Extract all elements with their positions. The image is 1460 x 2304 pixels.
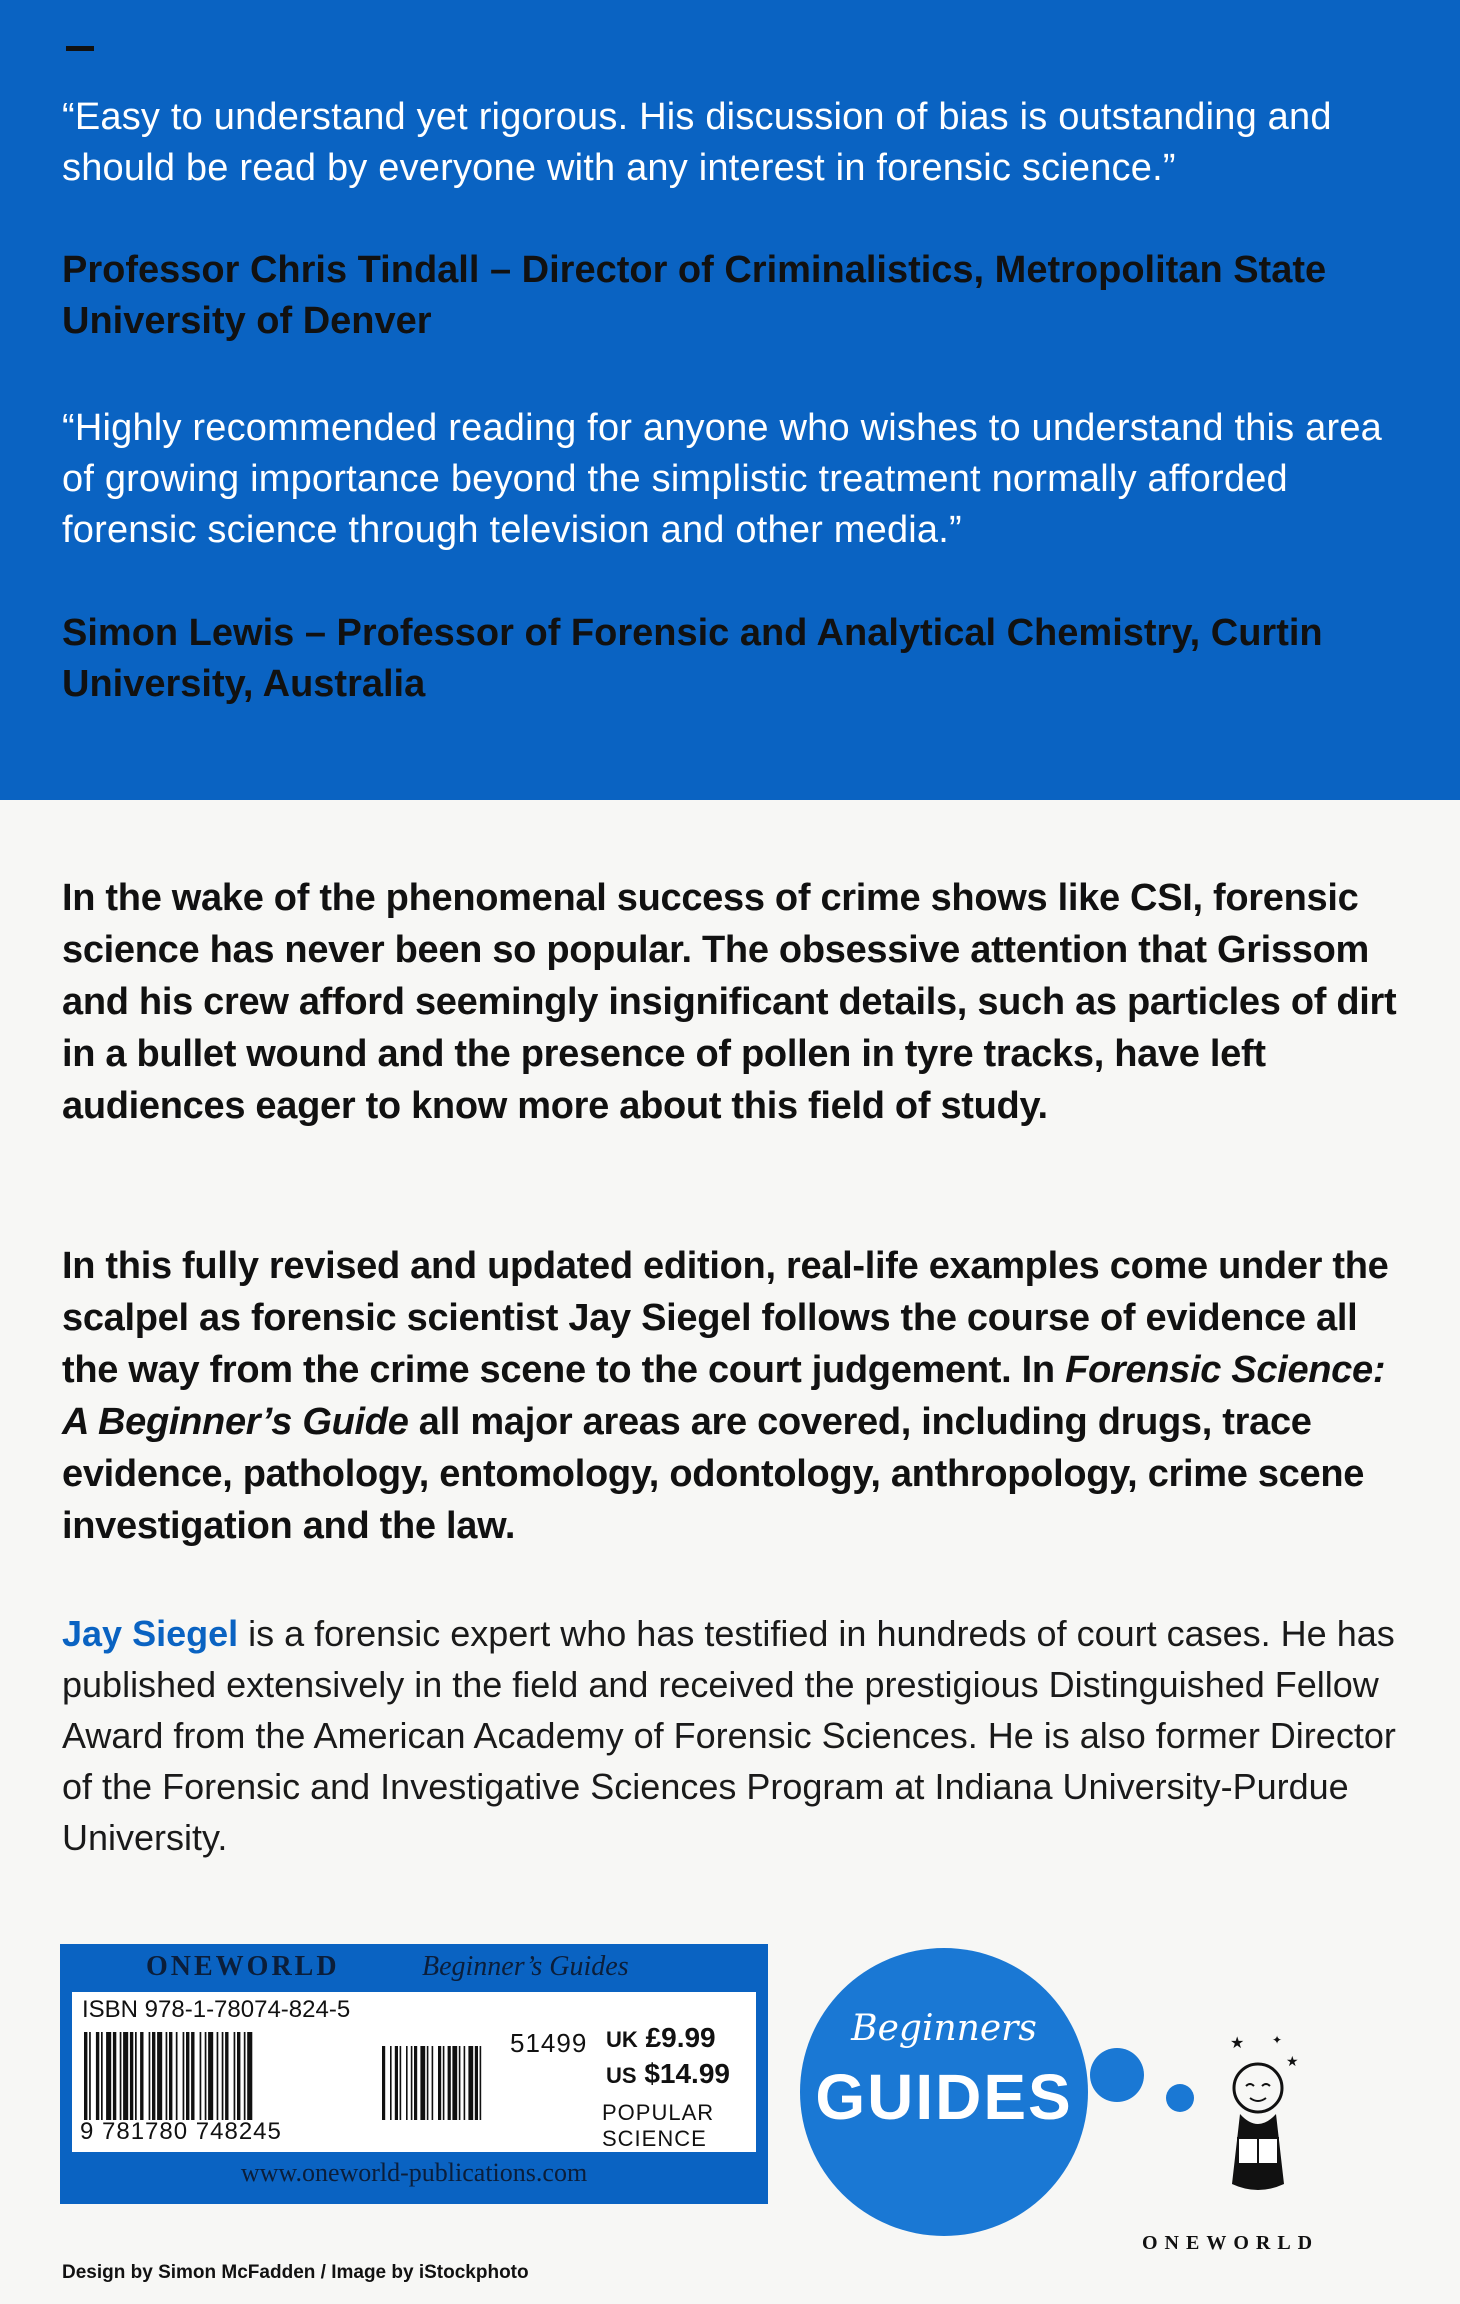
- price-us: [606, 2058, 730, 2090]
- blurb-paragraph-1: In the wake of the phenomenal success of crime shows like CSI, forensic science has never been so popular. The obsessive attention that Grissom and his crew afford seemingly insignificant details, such as particles of dirt in a bullet wound and the presence of pollen in tyre tracks, have left audiences eager to know more about this field of study.: [62, 877, 1397, 1127]
- author-bio-text: is a forensic expert who has testified in hundreds of court cases. He has published extensively in the field and received the prestigious Distinguished Fellow Award from the American Academy of Forensic Sciences. He is also former Director of the Forensic and Investigative Sciences Program at Indiana University-Purdue University.: [62, 1613, 1396, 1858]
- blurb-text-start: In this fully revised and updated edition, real-life examples come under the scalpel as forensic scientist Jay Siegel follows the course of evidence all the way from the crime scene to the court judgement. In: [62, 1245, 1389, 1391]
- publisher-brand: ONEWORLD: [146, 1951, 340, 1982]
- book-title: Forensic Science: A Beginner’s Guide: [62, 1349, 1386, 1443]
- author-name: Jay Siegel: [62, 1613, 239, 1654]
- quotes-band: [0, 0, 1460, 800]
- beginners-guides-logo: [800, 1948, 1088, 2236]
- barcode-box: [72, 1992, 756, 2152]
- blurb-text-end: all major areas are covered, including drugs, trace evidence, pathology, entomology, odontology, anthropology, crime scene investigation and the law.: [62, 1401, 1365, 1547]
- isbn-label: ISBN 978-1-78074-824-5: [82, 1996, 351, 2023]
- publisher-logo-text: ONEWORLD: [1142, 2232, 1320, 2254]
- review-quote-2: “Highly recommended reading for anyone who wishes to understand this area of growing importance beyond the simplistic treatment normally afforded forensic science through television and other media.”: [62, 407, 1382, 551]
- price-us-code: US: [606, 2063, 637, 2088]
- logo-dot-small: [1166, 2084, 1194, 2112]
- addon-code: 51499: [510, 2028, 588, 2058]
- review-attribution-1: Professor Chris Tindall – Director of Criminalistics, Metropolitan State University of Denver: [62, 249, 1327, 342]
- barcode-digits: 9 781780 748245: [80, 2118, 282, 2145]
- svg-text:✦: ✦: [1272, 2033, 1283, 2047]
- logo-guides-text: GUIDES: [815, 2061, 1073, 2133]
- publisher-website: www.oneworld-publications.com: [240, 2158, 588, 2187]
- svg-text:★: ★: [1230, 2035, 1245, 2052]
- price-uk-value: £9.99: [645, 2022, 716, 2053]
- category-label: POPULAR SCIENCE: [602, 2100, 715, 2151]
- series-name: Beginner’s Guides: [422, 1951, 629, 1982]
- blurb-paragraph-2: [62, 1240, 1402, 1552]
- svg-text:★: ★: [1286, 2053, 1299, 2069]
- design-credit: Design by Simon McFadden / Image by iStockphoto: [62, 2262, 529, 2283]
- decorative-dash: [66, 46, 94, 51]
- price-uk-code: UK: [606, 2027, 638, 2052]
- author-bio: [62, 1608, 1402, 1863]
- barcode-graphic: [82, 2032, 482, 2120]
- barcode-panel: [60, 1944, 768, 2204]
- review-quote-1: “Easy to understand yet rigorous. His discussion of bias is outstanding and should be read by everyone with any interest in forensic science.”: [62, 96, 1332, 189]
- price-uk: [606, 2022, 716, 2054]
- logo-script-text: Beginners: [851, 2008, 1037, 2049]
- reading-figure-icon: [1210, 2030, 1310, 2210]
- review-attribution-2: Simon Lewis – Professor of Forensic and Analytical Chemistry, Curtin University, Australia: [62, 612, 1323, 705]
- logo-dot-large: [1090, 2048, 1144, 2102]
- panel-header: [60, 1944, 768, 1990]
- price-us-value: $14.99: [644, 2058, 730, 2089]
